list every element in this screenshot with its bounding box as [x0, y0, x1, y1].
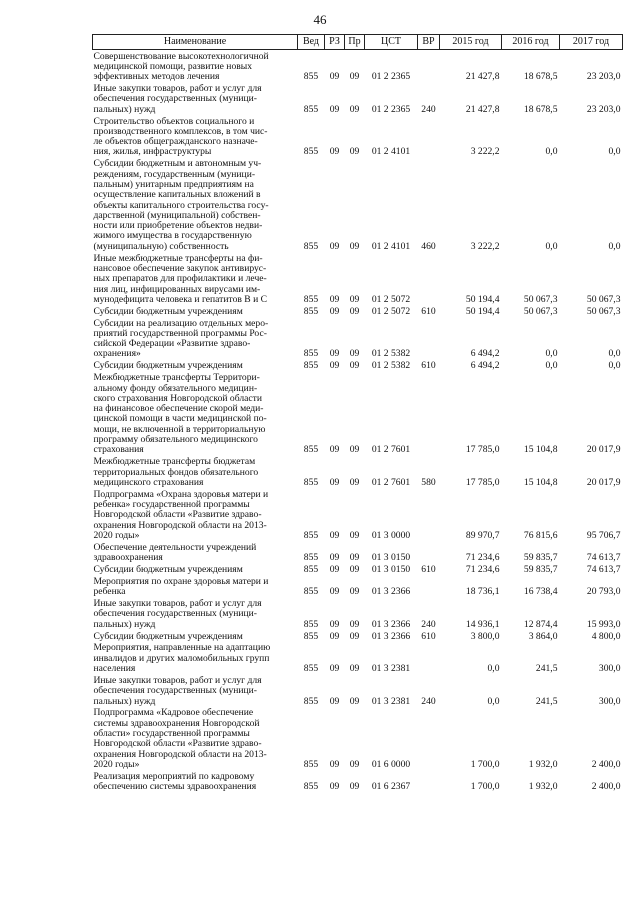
cell-name: Обеспечение деятельности учреждений здравоохранения: [93, 541, 257, 564]
cell-ved: 855: [303, 103, 319, 115]
cell-name: Иные закупки товаров, работ и услуг для обеспечения государственных (муници- пальных) нужд: [93, 598, 262, 630]
cell-2016: 76 815,6: [523, 529, 558, 541]
cell-name: Реализация мероприятий по кадровому обеспечению системы здравоохранения: [93, 770, 257, 793]
cell-rz: 09: [329, 552, 340, 564]
cell-rz: 09: [329, 476, 340, 488]
cell-name: Субсидии бюджетным учреждениям: [93, 563, 243, 575]
cell-rz: 09: [329, 348, 340, 360]
cell-pr: 09: [349, 476, 360, 488]
cell-pr: 09: [349, 305, 360, 317]
cell-pr: 09: [349, 563, 360, 575]
cell-vr: [418, 770, 440, 792]
header-vr: ВР: [418, 35, 440, 50]
cell-2017: 0,0: [608, 360, 621, 372]
cell-cst: 01 2 5072: [371, 305, 411, 317]
cell-cst: 01 2 7601: [371, 476, 411, 488]
cell-pr: 09: [349, 360, 360, 372]
cell-name: Мероприятия по охране здоровья матери и ребенка: [93, 575, 269, 598]
cell-2015: 89 970,7: [465, 529, 500, 541]
cell-2016: 1 932,0: [528, 758, 558, 770]
cell-2016: 50 067,3: [523, 305, 558, 317]
cell-rz: 09: [329, 529, 340, 541]
cell-name: Субсидии бюджетным учреждениям: [93, 360, 243, 372]
cell-2016: 0,0: [545, 146, 558, 158]
cell-vr: 240: [421, 103, 436, 115]
cell-rz: 09: [329, 71, 340, 83]
cell-vr: [418, 317, 440, 360]
cell-ved: 855: [303, 476, 319, 488]
cell-2015: 6 494,2: [470, 360, 500, 372]
cell-ved: 855: [303, 305, 319, 317]
cell-ved: 855: [303, 348, 319, 360]
cell-vr: 610: [421, 630, 436, 642]
cell-vr: [418, 115, 440, 158]
cell-vr: [418, 252, 440, 305]
cell-cst: 01 2 2365: [371, 71, 411, 83]
cell-vr: [418, 575, 440, 597]
cell-2017: 2 400,0: [591, 758, 621, 770]
cell-vr: 240: [421, 618, 436, 630]
table-row: [93, 317, 623, 360]
cell-rz: 09: [329, 146, 340, 158]
cell-name: Субсидии бюджетным учреждениям: [93, 630, 243, 642]
cell-cst: 01 3 2366: [371, 586, 411, 598]
cell-pr: 09: [349, 586, 360, 598]
cell-name: Межбюджетные трансферты бюджетам территориальных фондов обязательного медицинского страхования: [93, 456, 259, 488]
table-row: [93, 707, 623, 770]
cell-2015: 71 234,6: [465, 552, 500, 564]
cell-ved: 855: [303, 360, 319, 372]
cell-name: Субсидии бюджетным и автономным уч- реждениям, государственным (муници- пальным) унитарным предприятиям на осуществление капитальных вложений в объекты капитального строительства госу- дарственной (муниципальной) собствен- ности или приобретение объектов недви- жимого имущества в государственную (муниципальную) собственность: [93, 158, 269, 252]
table-row: [93, 158, 623, 252]
table-row: [93, 360, 623, 372]
cell-rz: 09: [329, 618, 340, 630]
table-row: [93, 82, 623, 114]
cell-vr: 610: [421, 360, 436, 372]
cell-rz: 09: [329, 240, 340, 252]
cell-vr: 610: [421, 305, 436, 317]
cell-pr: 09: [349, 444, 360, 456]
cell-name: Иные межбюджетные трансферты на фи- нансовое обеспечение закупок антивирус- ных препаратов для профилактики и лече- ния лиц, инфицированных вирусами им- мунодефицита человека и гепатитов В и С: [93, 252, 268, 305]
cell-ved: 855: [303, 781, 319, 793]
cell-rz: 09: [329, 293, 340, 305]
cell-2017: 4 800,0: [591, 630, 621, 642]
cell-2016: 0,0: [545, 360, 558, 372]
cell-2017: 0,0: [608, 240, 621, 252]
table-row: [93, 252, 623, 305]
cell-cst: 01 2 4101: [371, 240, 411, 252]
cell-cst: 01 2 5382: [371, 360, 411, 372]
table-row: [93, 541, 623, 563]
cell-rz: 09: [329, 305, 340, 317]
cell-vr: 580: [421, 476, 436, 488]
cell-2017: 23 203,0: [586, 71, 621, 83]
cell-2015: 1 700,0: [470, 758, 500, 770]
cell-name: Межбюджетные трансферты Территори- альному фонду обязательного медицин- ского страхования Новгородской области на финансовое обеспечение скорой меди- цинской помощи в части медицинской по- мощи, не включенной в территориальную программу обязательного медицинского страхования: [93, 372, 267, 456]
cell-2016: 12 874,4: [523, 618, 558, 630]
cell-ved: 855: [303, 630, 319, 642]
table-row: [93, 575, 623, 597]
table-row: [93, 115, 623, 158]
cell-ved: 855: [303, 663, 319, 675]
cell-2016: 0,0: [545, 240, 558, 252]
cell-name: Иные закупки товаров, работ и услуг для обеспечения государственных (муници- пальных) нужд: [93, 674, 262, 707]
cell-2015: 50 194,4: [465, 305, 500, 317]
cell-rz: 09: [329, 444, 340, 456]
cell-name: Подпрограмма «Охрана здоровья матери и ребенка» государственной программы Новгородской области «Развитие здраво- охранения Новгородской области на 2013- 2020 годы»: [93, 488, 269, 541]
cell-2016: 15 104,8: [523, 444, 558, 456]
cell-pr: 09: [349, 71, 360, 83]
cell-2017: 74 613,7: [586, 563, 621, 575]
cell-vr: 460: [421, 240, 436, 252]
header-2015: 2015 год: [440, 35, 502, 50]
cell-2015: 3 800,0: [470, 630, 500, 642]
table-body: [93, 50, 623, 793]
cell-2017: 300,0: [598, 695, 621, 707]
cell-2015: 21 427,8: [465, 71, 500, 83]
cell-2016: 16 738,4: [523, 586, 558, 598]
cell-2016: 18 678,5: [523, 71, 558, 83]
header-cst: ЦСТ: [365, 35, 418, 50]
cell-ved: 855: [303, 552, 319, 564]
cell-rz: 09: [329, 630, 340, 642]
cell-cst: 01 3 2366: [371, 618, 411, 630]
cell-2016: 59 835,7: [523, 552, 558, 564]
cell-ved: 855: [303, 146, 319, 158]
cell-2017: 300,0: [598, 663, 621, 675]
header-rz: РЗ: [325, 35, 345, 50]
cell-name: Иные закупки товаров, работ и услуг для обеспечения государственных (муници- пальных) нужд: [93, 83, 262, 115]
cell-ved: 855: [303, 444, 319, 456]
cell-cst: 01 3 2381: [371, 663, 411, 675]
cell-2015: 0,0: [487, 663, 500, 675]
page-number: 46: [313, 12, 327, 27]
cell-rz: 09: [329, 360, 340, 372]
cell-pr: 09: [349, 293, 360, 305]
cell-cst: 01 3 0150: [371, 563, 411, 575]
budget-table: [92, 34, 623, 792]
cell-vr: [418, 642, 440, 674]
cell-2015: 0,0: [487, 695, 500, 707]
cell-pr: 09: [349, 630, 360, 642]
cell-ved: 855: [303, 586, 319, 598]
header-name: Наименование: [93, 35, 298, 50]
cell-vr: [418, 541, 440, 563]
cell-pr: 09: [349, 348, 360, 360]
cell-ved: 855: [303, 529, 319, 541]
cell-2017: 0,0: [608, 146, 621, 158]
table-row: [93, 456, 623, 488]
cell-rz: 09: [329, 586, 340, 598]
cell-ved: 855: [303, 293, 319, 305]
cell-2016: 15 104,8: [523, 476, 558, 488]
header-ved: Вед: [298, 35, 325, 50]
table-row: [93, 372, 623, 456]
cell-cst: 01 3 2366: [371, 630, 411, 642]
cell-ved: 855: [303, 695, 319, 707]
cell-2015: 71 234,6: [465, 563, 500, 575]
cell-2017: 2 400,0: [591, 781, 621, 793]
cell-2017: 74 613,7: [586, 552, 621, 564]
cell-cst: 01 2 5072: [371, 293, 411, 305]
table-row: [93, 563, 623, 575]
cell-name: Субсидии на реализацию отдельных меро- приятий государственной программы Рос- сийской Федерации «Развитие здраво- охранения»: [93, 317, 269, 360]
cell-cst: 01 2 4101: [371, 146, 411, 158]
header-2017: 2017 год: [560, 35, 623, 50]
cell-2016: 241,5: [535, 695, 558, 707]
cell-vr: [418, 707, 440, 770]
table-row: [93, 305, 623, 317]
cell-2016: 50 067,3: [523, 293, 558, 305]
table-header-row: [93, 35, 623, 50]
cell-cst: 01 2 5382: [371, 348, 411, 360]
cell-cst: 01 6 0000: [371, 758, 411, 770]
cell-2017: 50 067,3: [586, 305, 621, 317]
cell-2017: 95 706,7: [586, 529, 621, 541]
cell-2017: 0,0: [608, 348, 621, 360]
cell-rz: 09: [329, 103, 340, 115]
cell-pr: 09: [349, 695, 360, 707]
cell-ved: 855: [303, 71, 319, 83]
cell-name: Совершенствование высокотехнологичной медицинской помощи, развитие новых эффективных методов лечения: [93, 50, 269, 83]
cell-cst: 01 3 0000: [371, 529, 411, 541]
cell-cst: 01 3 0150: [371, 552, 411, 564]
cell-pr: 09: [349, 781, 360, 793]
cell-2017: 23 203,0: [586, 103, 621, 115]
cell-name: Мероприятия, направленные на адаптацию инвалидов и других маломобильных групп населения: [93, 642, 271, 675]
header-pr: Пр: [345, 35, 365, 50]
cell-cst: 01 3 2381: [371, 695, 411, 707]
cell-2015: 17 785,0: [465, 476, 500, 488]
cell-2016: 3 864,0: [528, 630, 558, 642]
cell-vr: [418, 372, 440, 456]
cell-vr: [418, 488, 440, 541]
cell-rz: 09: [329, 695, 340, 707]
table-row: [93, 630, 623, 642]
cell-2017: 20 017,9: [586, 476, 621, 488]
cell-cst: 01 2 7601: [371, 444, 411, 456]
table-row: [93, 642, 623, 674]
table-row: [93, 770, 623, 792]
cell-2015: 3 222,2: [470, 240, 500, 252]
cell-name: Строительство объектов социального и производственного комплексов, в том чис- ле объектов общегражданского назначе- ния, жилья, инфраструктуры: [93, 115, 268, 158]
cell-rz: 09: [329, 781, 340, 793]
cell-ved: 855: [303, 758, 319, 770]
cell-2015: 14 936,1: [465, 618, 500, 630]
cell-rz: 09: [329, 758, 340, 770]
cell-ved: 855: [303, 240, 319, 252]
cell-2017: 15 993,0: [586, 618, 621, 630]
cell-pr: 09: [349, 758, 360, 770]
cell-2015: 21 427,8: [465, 103, 500, 115]
table-row: [93, 674, 623, 706]
cell-2016: 1 932,0: [528, 781, 558, 793]
cell-2015: 50 194,4: [465, 293, 500, 305]
cell-2017: 20 017,9: [586, 444, 621, 456]
cell-2015: 1 700,0: [470, 781, 500, 793]
cell-2015: 3 222,2: [470, 146, 500, 158]
cell-2016: 0,0: [545, 348, 558, 360]
cell-rz: 09: [329, 663, 340, 675]
cell-cst: 01 6 2367: [371, 781, 411, 793]
cell-vr: [418, 50, 440, 83]
cell-rz: 09: [329, 563, 340, 575]
cell-2015: 18 736,1: [465, 586, 500, 598]
cell-2015: 17 785,0: [465, 444, 500, 456]
cell-vr: 610: [421, 563, 436, 575]
cell-2016: 18 678,5: [523, 103, 558, 115]
cell-pr: 09: [349, 552, 360, 564]
table-row: [93, 597, 623, 629]
cell-pr: 09: [349, 663, 360, 675]
cell-pr: 09: [349, 240, 360, 252]
cell-pr: 09: [349, 529, 360, 541]
cell-pr: 09: [349, 103, 360, 115]
cell-pr: 09: [349, 618, 360, 630]
cell-vr: 240: [421, 695, 436, 707]
header-2016: 2016 год: [502, 35, 560, 50]
cell-name: Подпрограмма «Кадровое обеспечение системы здравоохранения Новгородской области» государственной программы Новгородской области «Развитие здраво- охранения Новгородской области на 2013- 2020 годы»: [93, 707, 267, 770]
cell-2015: 6 494,2: [470, 348, 500, 360]
table-row: [93, 488, 623, 541]
cell-2017: 20 793,0: [586, 586, 621, 598]
cell-name: Субсидии бюджетным учреждениям: [93, 305, 243, 317]
table-row: [93, 50, 623, 83]
cell-pr: 09: [349, 146, 360, 158]
cell-ved: 855: [303, 618, 319, 630]
cell-2016: 59 835,7: [523, 563, 558, 575]
cell-2016: 241,5: [535, 663, 558, 675]
cell-cst: 01 2 2365: [371, 103, 411, 115]
cell-ved: 855: [303, 563, 319, 575]
cell-2017: 50 067,3: [586, 293, 621, 305]
